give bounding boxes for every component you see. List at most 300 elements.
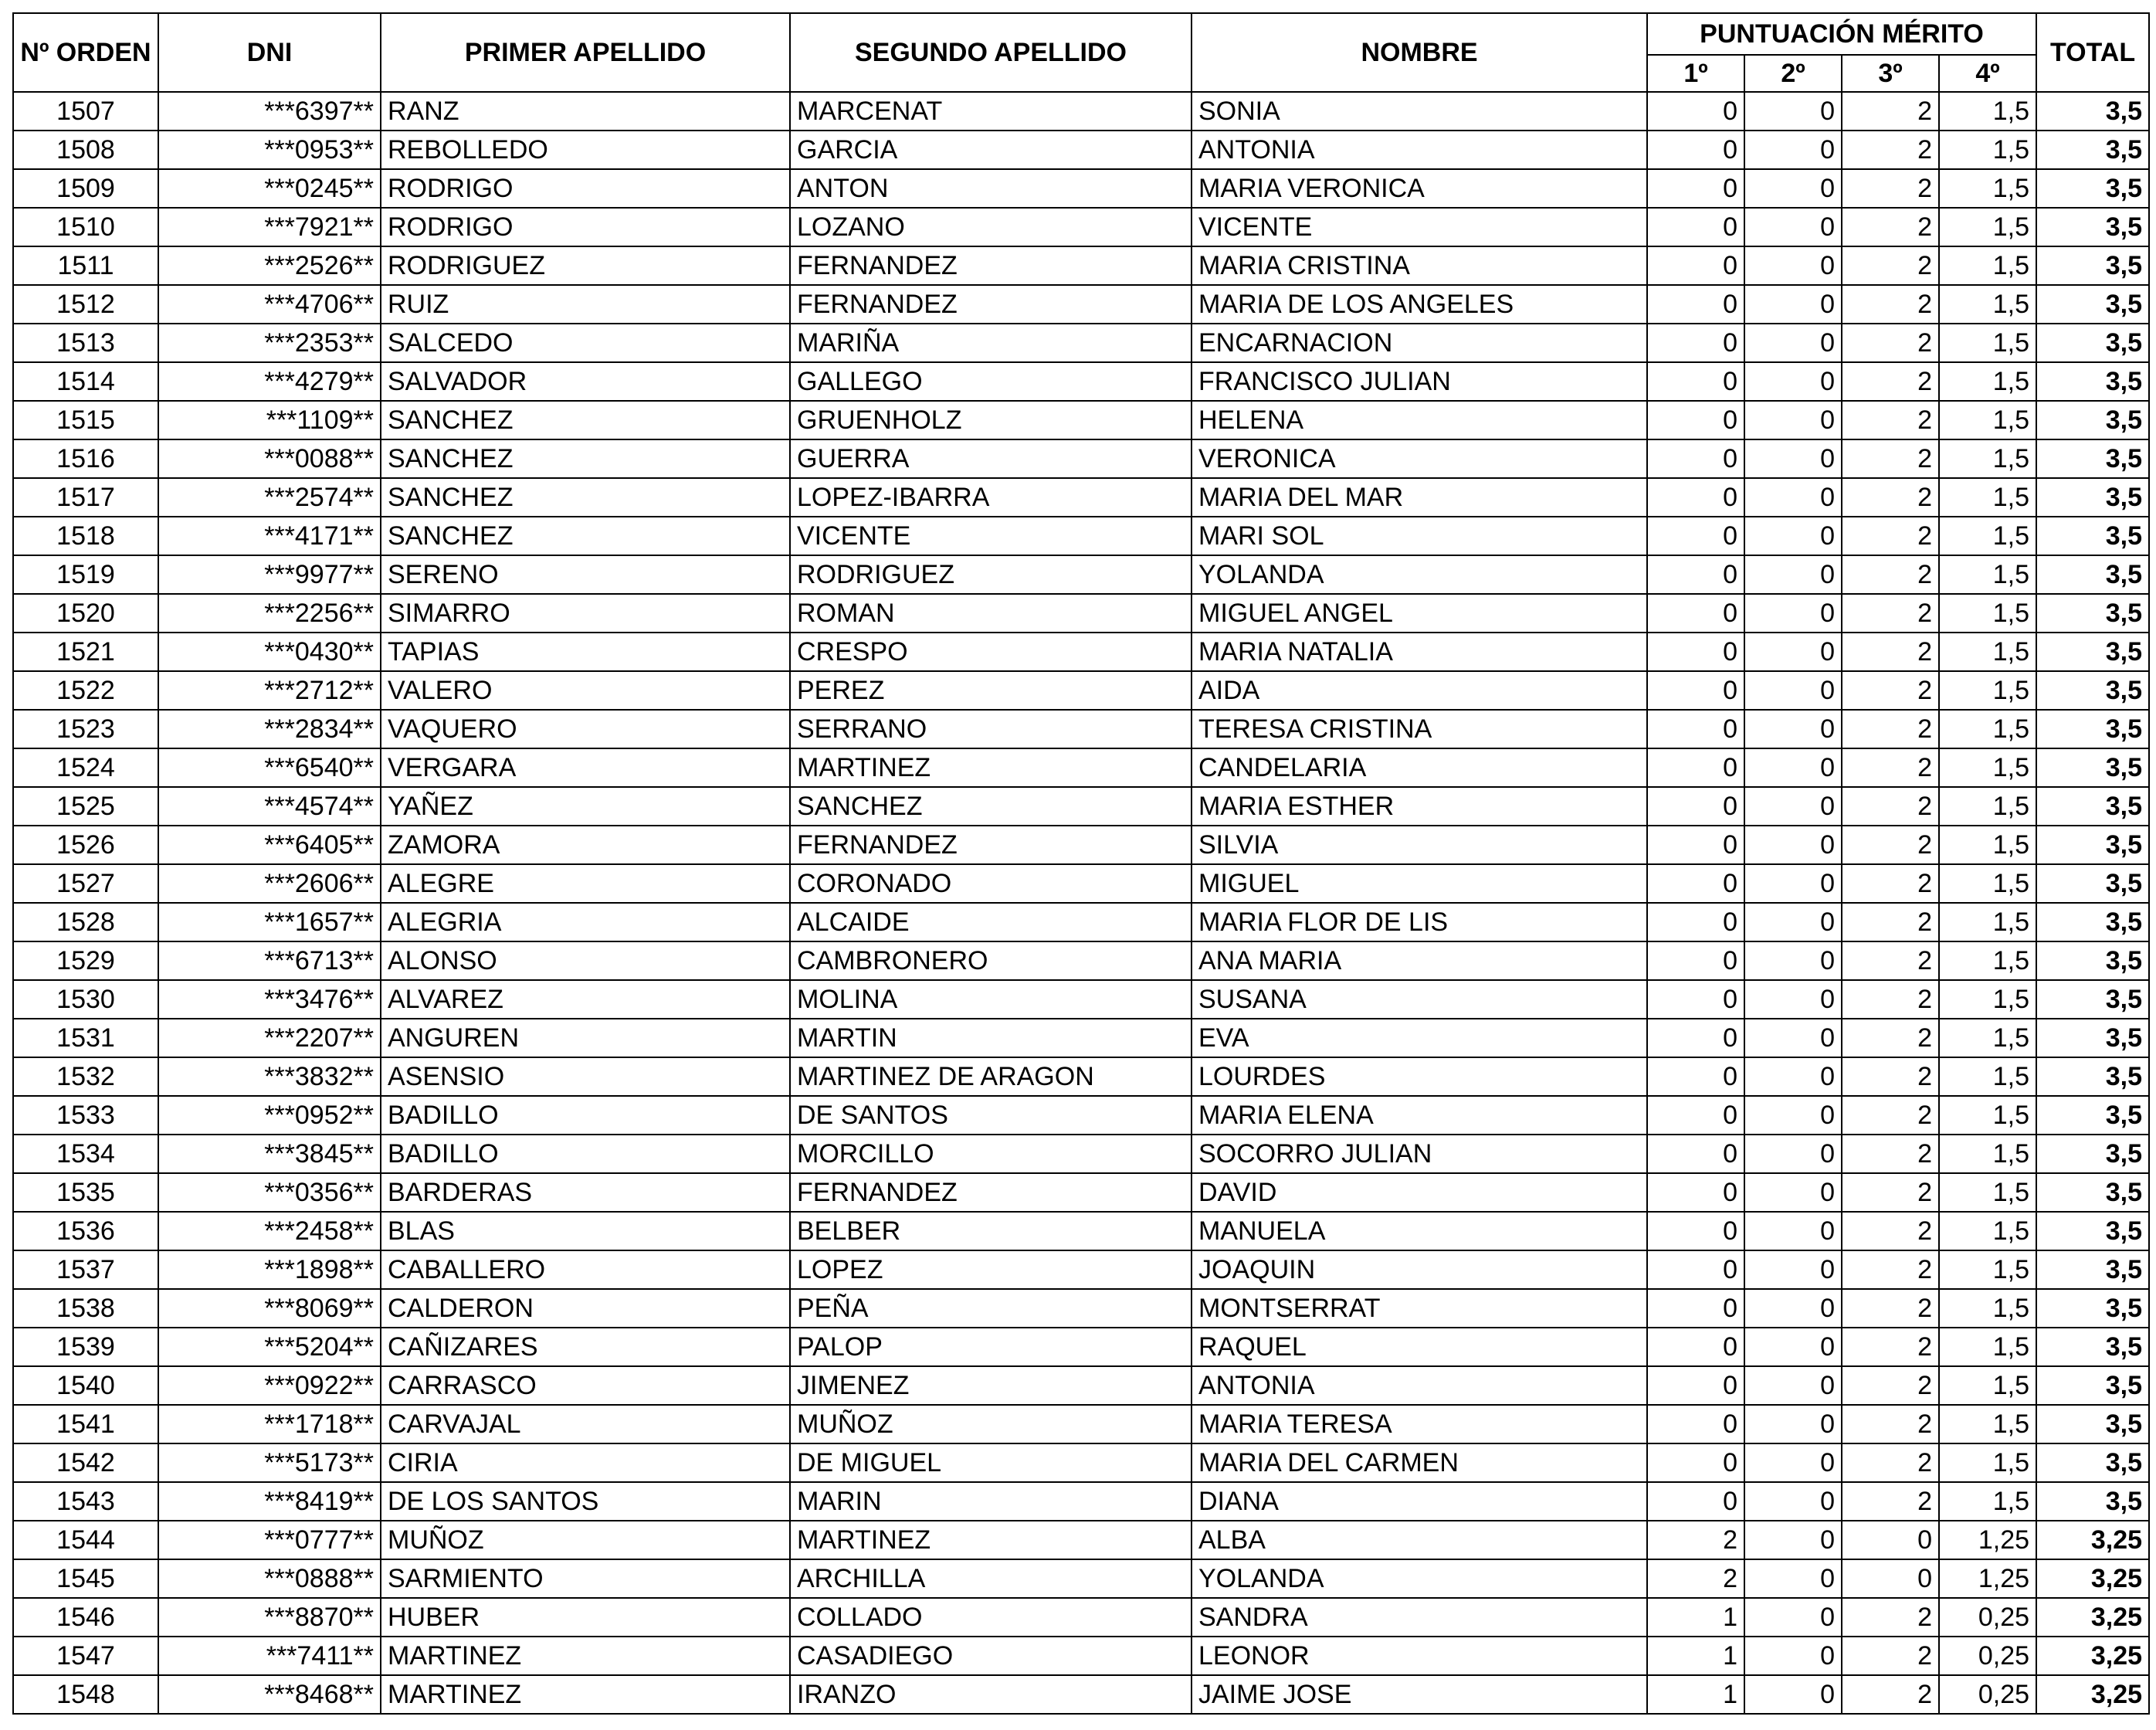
cell-merito-4: 1,5 xyxy=(1939,1443,2036,1482)
cell-dni: ***8419** xyxy=(158,1482,381,1521)
cell-primer-apellido: RUIZ xyxy=(381,285,790,324)
cell-merito-4: 1,25 xyxy=(1939,1521,2036,1559)
cell-merito-2: 0 xyxy=(1744,1521,1842,1559)
cell-segundo-apellido: PALOP xyxy=(790,1328,1192,1366)
cell-primer-apellido: MARTINEZ xyxy=(381,1637,790,1675)
cell-primer-apellido: RODRIGUEZ xyxy=(381,246,790,285)
cell-merito-2: 0 xyxy=(1744,439,1842,478)
table-row xyxy=(13,1019,2149,1057)
cell-merito-3: 2 xyxy=(1842,710,1939,748)
cell-merito-2: 0 xyxy=(1744,1250,1842,1289)
cell-merito-2: 0 xyxy=(1744,169,1842,208)
cell-merito-2: 0 xyxy=(1744,1019,1842,1057)
table-row xyxy=(13,1598,2149,1637)
cell-segundo-apellido: GRUENHOLZ xyxy=(790,401,1192,439)
table-row xyxy=(13,439,2149,478)
cell-merito-1: 0 xyxy=(1647,517,1744,555)
cell-nombre: EVA xyxy=(1192,1019,1647,1057)
cell-total: 3,5 xyxy=(2036,864,2149,903)
cell-merito-2: 0 xyxy=(1744,1057,1842,1096)
cell-merito-2: 0 xyxy=(1744,1637,1842,1675)
header-merito-4: 4º xyxy=(1939,55,2036,92)
cell-merito-4: 1,5 xyxy=(1939,439,2036,478)
cell-orden: 1533 xyxy=(13,1096,158,1135)
cell-merito-2: 0 xyxy=(1744,980,1842,1019)
cell-merito-1: 0 xyxy=(1647,671,1744,710)
cell-segundo-apellido: RODRIGUEZ xyxy=(790,555,1192,594)
cell-orden: 1519 xyxy=(13,555,158,594)
cell-dni: ***2574** xyxy=(158,478,381,517)
cell-merito-1: 2 xyxy=(1647,1559,1744,1598)
cell-primer-apellido: RODRIGO xyxy=(381,169,790,208)
cell-orden: 1542 xyxy=(13,1443,158,1482)
cell-primer-apellido: DE LOS SANTOS xyxy=(381,1482,790,1521)
cell-total: 3,5 xyxy=(2036,1443,2149,1482)
header-merito-1: 1º xyxy=(1647,55,1744,92)
cell-orden: 1540 xyxy=(13,1366,158,1405)
cell-total: 3,5 xyxy=(2036,826,2149,864)
header-merito-2: 2º xyxy=(1744,55,1842,92)
cell-merito-3: 0 xyxy=(1842,1559,1939,1598)
cell-nombre: FRANCISCO JULIAN xyxy=(1192,362,1647,401)
cell-primer-apellido: REBOLLEDO xyxy=(381,131,790,169)
cell-total: 3,25 xyxy=(2036,1521,2149,1559)
cell-dni: ***1898** xyxy=(158,1250,381,1289)
table-row xyxy=(13,92,2149,131)
table-row xyxy=(13,748,2149,787)
cell-dni: ***8870** xyxy=(158,1598,381,1637)
cell-merito-3: 2 xyxy=(1842,787,1939,826)
cell-segundo-apellido: MUÑOZ xyxy=(790,1405,1192,1443)
cell-nombre: MARIA ESTHER xyxy=(1192,787,1647,826)
cell-segundo-apellido: LOPEZ xyxy=(790,1250,1192,1289)
cell-merito-3: 2 xyxy=(1842,169,1939,208)
cell-orden: 1507 xyxy=(13,92,158,131)
cell-orden: 1537 xyxy=(13,1250,158,1289)
cell-segundo-apellido: ARCHILLA xyxy=(790,1559,1192,1598)
cell-nombre: ENCARNACION xyxy=(1192,324,1647,362)
cell-merito-4: 1,5 xyxy=(1939,208,2036,246)
cell-nombre: VICENTE xyxy=(1192,208,1647,246)
table-row xyxy=(13,1559,2149,1598)
cell-merito-2: 0 xyxy=(1744,1135,1842,1173)
cell-merito-4: 1,5 xyxy=(1939,131,2036,169)
cell-merito-1: 0 xyxy=(1647,92,1744,131)
cell-nombre: SILVIA xyxy=(1192,826,1647,864)
cell-merito-1: 0 xyxy=(1647,594,1744,633)
table-row xyxy=(13,401,2149,439)
cell-primer-apellido: SANCHEZ xyxy=(381,478,790,517)
cell-merito-1: 0 xyxy=(1647,439,1744,478)
cell-orden: 1545 xyxy=(13,1559,158,1598)
cell-merito-3: 2 xyxy=(1842,324,1939,362)
cell-merito-1: 0 xyxy=(1647,1250,1744,1289)
header-primer-apellido: PRIMER APELLIDO xyxy=(381,13,790,92)
table-row xyxy=(13,1366,2149,1405)
table-row xyxy=(13,826,2149,864)
cell-merito-4: 1,5 xyxy=(1939,1212,2036,1250)
cell-nombre: MARIA FLOR DE LIS xyxy=(1192,903,1647,941)
cell-merito-3: 2 xyxy=(1842,208,1939,246)
cell-merito-4: 1,5 xyxy=(1939,92,2036,131)
table-row xyxy=(13,1328,2149,1366)
cell-nombre: ALBA xyxy=(1192,1521,1647,1559)
cell-dni: ***8468** xyxy=(158,1675,381,1714)
table-row xyxy=(13,517,2149,555)
cell-merito-3: 2 xyxy=(1842,1019,1939,1057)
cell-dni: ***2606** xyxy=(158,864,381,903)
cell-primer-apellido: ALEGRIA xyxy=(381,903,790,941)
cell-orden: 1517 xyxy=(13,478,158,517)
cell-merito-3: 2 xyxy=(1842,1366,1939,1405)
cell-total: 3,5 xyxy=(2036,1250,2149,1289)
cell-segundo-apellido: CRESPO xyxy=(790,633,1192,671)
cell-primer-apellido: SANCHEZ xyxy=(381,401,790,439)
cell-total: 3,5 xyxy=(2036,1366,2149,1405)
cell-orden: 1531 xyxy=(13,1019,158,1057)
cell-merito-1: 0 xyxy=(1647,1019,1744,1057)
table-row xyxy=(13,169,2149,208)
cell-segundo-apellido: SANCHEZ xyxy=(790,787,1192,826)
table-row xyxy=(13,633,2149,671)
cell-dni: ***5173** xyxy=(158,1443,381,1482)
cell-total: 3,5 xyxy=(2036,1019,2149,1057)
cell-merito-4: 1,5 xyxy=(1939,246,2036,285)
cell-primer-apellido: CARRASCO xyxy=(381,1366,790,1405)
cell-nombre: MARIA DEL CARMEN xyxy=(1192,1443,1647,1482)
cell-merito-4: 0,25 xyxy=(1939,1675,2036,1714)
cell-primer-apellido: SARMIENTO xyxy=(381,1559,790,1598)
cell-total: 3,5 xyxy=(2036,671,2149,710)
cell-merito-2: 0 xyxy=(1744,1598,1842,1637)
cell-nombre: SUSANA xyxy=(1192,980,1647,1019)
cell-primer-apellido: SANCHEZ xyxy=(381,517,790,555)
cell-dni: ***4279** xyxy=(158,362,381,401)
cell-orden: 1547 xyxy=(13,1637,158,1675)
table-row xyxy=(13,1443,2149,1482)
results-table xyxy=(12,12,2150,1715)
cell-merito-4: 1,25 xyxy=(1939,1559,2036,1598)
cell-segundo-apellido: ALCAIDE xyxy=(790,903,1192,941)
cell-merito-2: 0 xyxy=(1744,633,1842,671)
cell-total: 3,5 xyxy=(2036,285,2149,324)
cell-total: 3,5 xyxy=(2036,1289,2149,1328)
cell-dni: ***5204** xyxy=(158,1328,381,1366)
cell-total: 3,5 xyxy=(2036,131,2149,169)
cell-dni: ***7921** xyxy=(158,208,381,246)
cell-segundo-apellido: PEÑA xyxy=(790,1289,1192,1328)
cell-segundo-apellido: MARTINEZ DE ARAGON xyxy=(790,1057,1192,1096)
table-row xyxy=(13,324,2149,362)
cell-orden: 1508 xyxy=(13,131,158,169)
cell-total: 3,5 xyxy=(2036,208,2149,246)
cell-merito-2: 0 xyxy=(1744,1559,1842,1598)
table-row xyxy=(13,1637,2149,1675)
cell-total: 3,5 xyxy=(2036,1405,2149,1443)
cell-merito-1: 1 xyxy=(1647,1598,1744,1637)
cell-segundo-apellido: MARTIN xyxy=(790,1019,1192,1057)
cell-merito-3: 2 xyxy=(1842,1173,1939,1212)
cell-total: 3,25 xyxy=(2036,1637,2149,1675)
table-row xyxy=(13,671,2149,710)
cell-merito-1: 0 xyxy=(1647,1405,1744,1443)
cell-merito-3: 2 xyxy=(1842,439,1939,478)
cell-merito-2: 0 xyxy=(1744,246,1842,285)
cell-orden: 1544 xyxy=(13,1521,158,1559)
cell-merito-1: 0 xyxy=(1647,903,1744,941)
cell-merito-1: 0 xyxy=(1647,1135,1744,1173)
cell-total: 3,5 xyxy=(2036,787,2149,826)
cell-dni: ***3832** xyxy=(158,1057,381,1096)
cell-merito-3: 2 xyxy=(1842,1328,1939,1366)
cell-segundo-apellido: GUERRA xyxy=(790,439,1192,478)
cell-merito-3: 2 xyxy=(1842,517,1939,555)
cell-total: 3,5 xyxy=(2036,92,2149,131)
cell-primer-apellido: HUBER xyxy=(381,1598,790,1637)
cell-nombre: MARIA TERESA xyxy=(1192,1405,1647,1443)
cell-nombre: MARI SOL xyxy=(1192,517,1647,555)
cell-merito-3: 2 xyxy=(1842,1637,1939,1675)
cell-merito-4: 1,5 xyxy=(1939,864,2036,903)
cell-merito-3: 2 xyxy=(1842,246,1939,285)
cell-merito-2: 0 xyxy=(1744,517,1842,555)
cell-primer-apellido: TAPIAS xyxy=(381,633,790,671)
cell-nombre: HELENA xyxy=(1192,401,1647,439)
cell-merito-3: 2 xyxy=(1842,1482,1939,1521)
cell-merito-1: 0 xyxy=(1647,362,1744,401)
cell-primer-apellido: MARTINEZ xyxy=(381,1675,790,1714)
cell-merito-4: 1,5 xyxy=(1939,710,2036,748)
cell-nombre: LEONOR xyxy=(1192,1637,1647,1675)
cell-merito-3: 2 xyxy=(1842,1289,1939,1328)
cell-nombre: MARIA ELENA xyxy=(1192,1096,1647,1135)
cell-merito-1: 0 xyxy=(1647,826,1744,864)
cell-orden: 1546 xyxy=(13,1598,158,1637)
cell-merito-4: 1,5 xyxy=(1939,478,2036,517)
cell-total: 3,5 xyxy=(2036,980,2149,1019)
cell-dni: ***1109** xyxy=(158,401,381,439)
cell-total: 3,5 xyxy=(2036,362,2149,401)
cell-dni: ***2207** xyxy=(158,1019,381,1057)
cell-merito-4: 1,5 xyxy=(1939,1057,2036,1096)
cell-nombre: SOCORRO JULIAN xyxy=(1192,1135,1647,1173)
table-row xyxy=(13,285,2149,324)
cell-orden: 1530 xyxy=(13,980,158,1019)
cell-merito-1: 0 xyxy=(1647,1173,1744,1212)
cell-primer-apellido: SIMARRO xyxy=(381,594,790,633)
cell-segundo-apellido: DE SANTOS xyxy=(790,1096,1192,1135)
cell-total: 3,5 xyxy=(2036,478,2149,517)
table-row xyxy=(13,903,2149,941)
cell-merito-4: 1,5 xyxy=(1939,1096,2036,1135)
cell-nombre: YOLANDA xyxy=(1192,1559,1647,1598)
cell-nombre: MANUELA xyxy=(1192,1212,1647,1250)
cell-segundo-apellido: SERRANO xyxy=(790,710,1192,748)
cell-segundo-apellido: ANTON xyxy=(790,169,1192,208)
cell-merito-1: 0 xyxy=(1647,1366,1744,1405)
cell-merito-2: 0 xyxy=(1744,594,1842,633)
table-row xyxy=(13,1405,2149,1443)
cell-merito-3: 2 xyxy=(1842,478,1939,517)
cell-merito-4: 0,25 xyxy=(1939,1637,2036,1675)
cell-merito-4: 1,5 xyxy=(1939,826,2036,864)
cell-merito-1: 0 xyxy=(1647,208,1744,246)
cell-merito-2: 0 xyxy=(1744,710,1842,748)
cell-total: 3,25 xyxy=(2036,1559,2149,1598)
cell-merito-1: 0 xyxy=(1647,246,1744,285)
cell-dni: ***1718** xyxy=(158,1405,381,1443)
cell-merito-2: 0 xyxy=(1744,1212,1842,1250)
cell-nombre: ANA MARIA xyxy=(1192,941,1647,980)
cell-merito-1: 0 xyxy=(1647,941,1744,980)
cell-primer-apellido: VAQUERO xyxy=(381,710,790,748)
cell-segundo-apellido: LOZANO xyxy=(790,208,1192,246)
cell-dni: ***0888** xyxy=(158,1559,381,1598)
table-row xyxy=(13,941,2149,980)
cell-orden: 1526 xyxy=(13,826,158,864)
table-row xyxy=(13,555,2149,594)
cell-primer-apellido: CARVAJAL xyxy=(381,1405,790,1443)
cell-merito-3: 2 xyxy=(1842,903,1939,941)
cell-merito-1: 0 xyxy=(1647,131,1744,169)
cell-orden: 1512 xyxy=(13,285,158,324)
cell-merito-2: 0 xyxy=(1744,941,1842,980)
cell-total: 3,5 xyxy=(2036,324,2149,362)
cell-orden: 1520 xyxy=(13,594,158,633)
cell-dni: ***4574** xyxy=(158,787,381,826)
cell-merito-2: 0 xyxy=(1744,1289,1842,1328)
cell-dni: ***2834** xyxy=(158,710,381,748)
cell-merito-2: 0 xyxy=(1744,1443,1842,1482)
cell-primer-apellido: SALVADOR xyxy=(381,362,790,401)
cell-merito-4: 1,5 xyxy=(1939,324,2036,362)
cell-nombre: MARIA DEL MAR xyxy=(1192,478,1647,517)
cell-orden: 1541 xyxy=(13,1405,158,1443)
cell-merito-1: 0 xyxy=(1647,980,1744,1019)
cell-orden: 1528 xyxy=(13,903,158,941)
cell-merito-1: 2 xyxy=(1647,1521,1744,1559)
cell-merito-3: 2 xyxy=(1842,864,1939,903)
cell-merito-3: 2 xyxy=(1842,92,1939,131)
cell-merito-4: 1,5 xyxy=(1939,1482,2036,1521)
cell-dni: ***2712** xyxy=(158,671,381,710)
cell-dni: ***3476** xyxy=(158,980,381,1019)
cell-merito-3: 2 xyxy=(1842,941,1939,980)
cell-total: 3,5 xyxy=(2036,1482,2149,1521)
cell-nombre: YOLANDA xyxy=(1192,555,1647,594)
cell-segundo-apellido: DE MIGUEL xyxy=(790,1443,1192,1482)
cell-merito-1: 1 xyxy=(1647,1675,1744,1714)
cell-primer-apellido: BADILLO xyxy=(381,1096,790,1135)
table-row xyxy=(13,1482,2149,1521)
cell-merito-1: 0 xyxy=(1647,324,1744,362)
cell-merito-2: 0 xyxy=(1744,1675,1842,1714)
cell-primer-apellido: VERGARA xyxy=(381,748,790,787)
cell-merito-3: 2 xyxy=(1842,1443,1939,1482)
cell-merito-4: 1,5 xyxy=(1939,1405,2036,1443)
cell-dni: ***3845** xyxy=(158,1135,381,1173)
cell-segundo-apellido: CASADIEGO xyxy=(790,1637,1192,1675)
cell-merito-3: 2 xyxy=(1842,1675,1939,1714)
cell-total: 3,5 xyxy=(2036,517,2149,555)
cell-merito-3: 2 xyxy=(1842,633,1939,671)
cell-merito-3: 2 xyxy=(1842,1250,1939,1289)
cell-dni: ***6713** xyxy=(158,941,381,980)
cell-orden: 1510 xyxy=(13,208,158,246)
table-row xyxy=(13,1057,2149,1096)
cell-segundo-apellido: FERNANDEZ xyxy=(790,826,1192,864)
cell-merito-3: 2 xyxy=(1842,594,1939,633)
cell-merito-1: 0 xyxy=(1647,633,1744,671)
cell-orden: 1511 xyxy=(13,246,158,285)
cell-primer-apellido: ZAMORA xyxy=(381,826,790,864)
cell-nombre: LOURDES xyxy=(1192,1057,1647,1096)
cell-segundo-apellido: JIMENEZ xyxy=(790,1366,1192,1405)
cell-dni: ***0088** xyxy=(158,439,381,478)
header-nombre: NOMBRE xyxy=(1192,13,1647,92)
cell-total: 3,25 xyxy=(2036,1598,2149,1637)
cell-total: 3,5 xyxy=(2036,633,2149,671)
cell-merito-1: 0 xyxy=(1647,1212,1744,1250)
cell-orden: 1524 xyxy=(13,748,158,787)
cell-total: 3,5 xyxy=(2036,710,2149,748)
cell-merito-2: 0 xyxy=(1744,285,1842,324)
cell-primer-apellido: BADILLO xyxy=(381,1135,790,1173)
cell-segundo-apellido: BELBER xyxy=(790,1212,1192,1250)
cell-primer-apellido: ANGUREN xyxy=(381,1019,790,1057)
cell-merito-2: 0 xyxy=(1744,787,1842,826)
cell-merito-4: 1,5 xyxy=(1939,555,2036,594)
cell-nombre: AIDA xyxy=(1192,671,1647,710)
header-orden: Nº ORDEN xyxy=(13,13,158,92)
cell-merito-3: 2 xyxy=(1842,1212,1939,1250)
cell-primer-apellido: BLAS xyxy=(381,1212,790,1250)
cell-merito-2: 0 xyxy=(1744,401,1842,439)
header-puntuacion-merito: PUNTUACIÓN MÉRITO xyxy=(1647,13,2036,55)
cell-primer-apellido: ALEGRE xyxy=(381,864,790,903)
cell-merito-2: 0 xyxy=(1744,1173,1842,1212)
cell-merito-1: 0 xyxy=(1647,1443,1744,1482)
cell-merito-2: 0 xyxy=(1744,671,1842,710)
cell-merito-4: 1,5 xyxy=(1939,1366,2036,1405)
cell-orden: 1538 xyxy=(13,1289,158,1328)
cell-total: 3,5 xyxy=(2036,1212,2149,1250)
cell-orden: 1518 xyxy=(13,517,158,555)
cell-merito-3: 2 xyxy=(1842,1598,1939,1637)
cell-orden: 1509 xyxy=(13,169,158,208)
cell-primer-apellido: SERENO xyxy=(381,555,790,594)
cell-orden: 1534 xyxy=(13,1135,158,1173)
cell-nombre: SONIA xyxy=(1192,92,1647,131)
cell-dni: ***0953** xyxy=(158,131,381,169)
cell-dni: ***9977** xyxy=(158,555,381,594)
cell-orden: 1527 xyxy=(13,864,158,903)
table-row xyxy=(13,787,2149,826)
cell-orden: 1516 xyxy=(13,439,158,478)
cell-dni: ***4171** xyxy=(158,517,381,555)
cell-merito-4: 1,5 xyxy=(1939,941,2036,980)
cell-total: 3,5 xyxy=(2036,246,2149,285)
cell-dni: ***0245** xyxy=(158,169,381,208)
header-segundo-apellido: SEGUNDO APELLIDO xyxy=(790,13,1192,92)
cell-merito-1: 0 xyxy=(1647,1482,1744,1521)
cell-merito-1: 0 xyxy=(1647,1289,1744,1328)
cell-nombre: ANTONIA xyxy=(1192,131,1647,169)
cell-segundo-apellido: LOPEZ-IBARRA xyxy=(790,478,1192,517)
cell-total: 3,5 xyxy=(2036,1057,2149,1096)
cell-merito-4: 1,5 xyxy=(1939,1135,2036,1173)
cell-merito-1: 0 xyxy=(1647,555,1744,594)
